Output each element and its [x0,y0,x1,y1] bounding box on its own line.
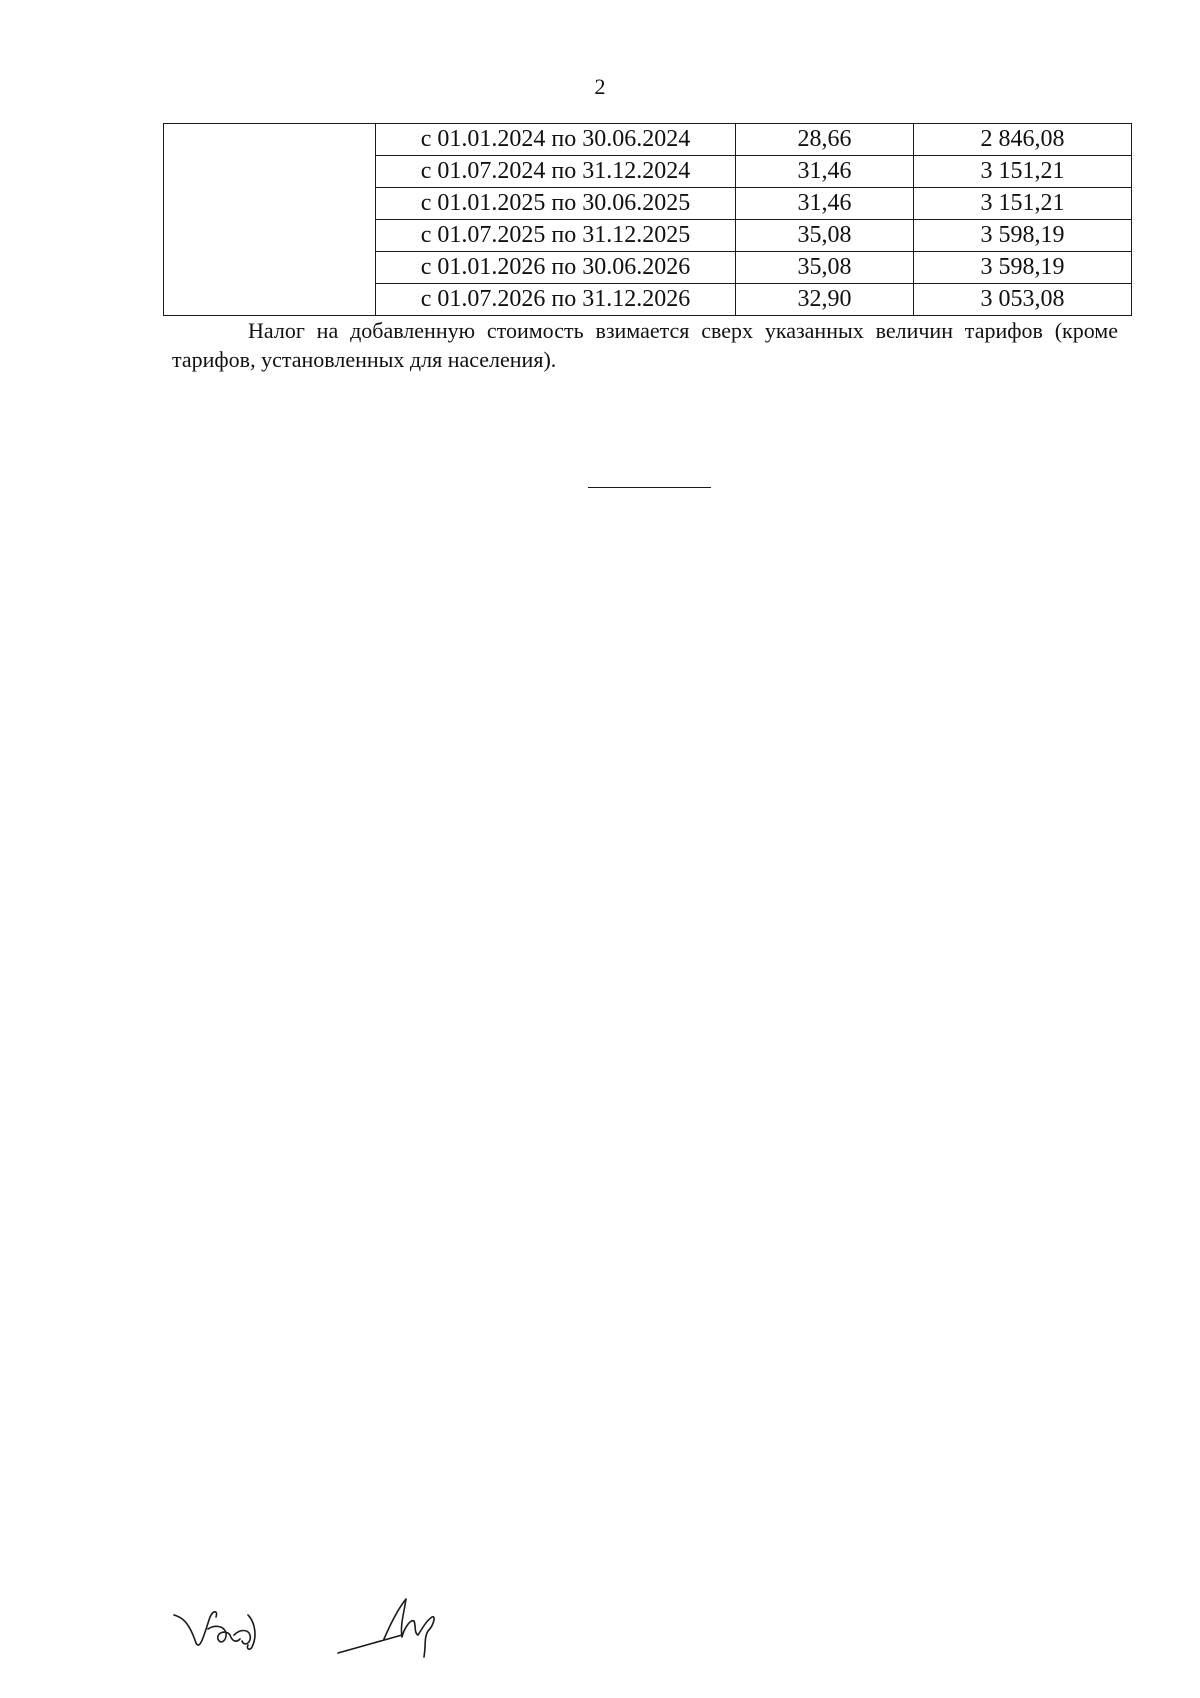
period-cell: с 01.07.2024 по 31.12.2024 [376,156,736,188]
signatures [170,1595,500,1675]
group-cell [164,124,376,316]
value1-cell: 31,46 [736,188,914,220]
period-cell: с 01.07.2025 по 31.12.2025 [376,220,736,252]
end-divider [588,487,711,488]
vat-note: Налог на добавленную стоимость взимается сверх указанных величин тарифов (кроме тарифов, установленных для населения). [172,318,1118,372]
period-cell: с 01.01.2026 по 30.06.2026 [376,252,736,284]
value1-cell: 35,08 [736,252,914,284]
table-row [164,124,1132,156]
value2-cell: 3 598,19 [914,252,1132,284]
value2-cell: 3 151,21 [914,156,1132,188]
signature-icon [338,1599,434,1657]
tariff-table-body [164,124,1132,316]
value2-cell: 3 598,19 [914,220,1132,252]
period-cell: с 01.01.2025 по 30.06.2025 [376,188,736,220]
value1-cell: 35,08 [736,220,914,252]
value1-cell: 28,66 [736,124,914,156]
tariff-table [163,123,1132,316]
value1-cell: 32,90 [736,284,914,316]
value1-cell: 31,46 [736,156,914,188]
signature-icon [174,1612,255,1649]
value2-cell: 2 846,08 [914,124,1132,156]
period-cell: с 01.01.2024 по 30.06.2024 [376,124,736,156]
page-number: 2 [594,74,606,99]
period-cell: с 01.07.2026 по 31.12.2026 [376,284,736,316]
value2-cell: 3 151,21 [914,188,1132,220]
value2-cell: 3 053,08 [914,284,1132,316]
